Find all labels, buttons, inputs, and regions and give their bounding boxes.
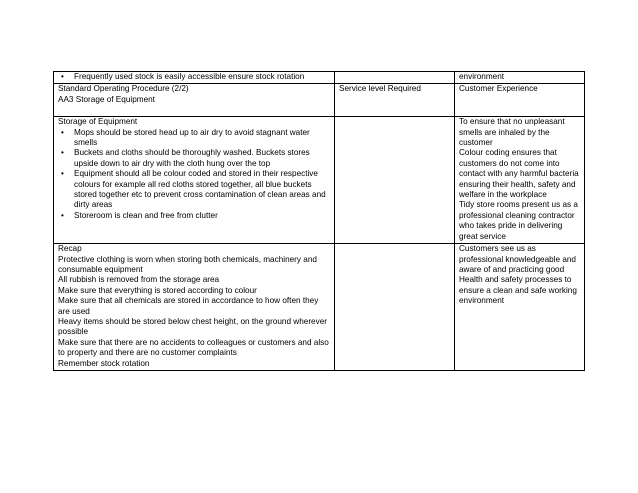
sop-table — [53, 71, 585, 371]
service-level-cell — [335, 244, 455, 371]
spacer — [58, 105, 331, 115]
sop-subtitle: AA3 Storage of Equipment — [58, 94, 155, 104]
table-header-row — [54, 84, 585, 117]
sop-title: Standard Operating Procedure (2/2) — [58, 84, 189, 94]
list-item: • Storeroom is clean and free from clutter — [58, 211, 331, 221]
procedure-cell — [54, 117, 335, 244]
list-item: • Buckets and cloths should be thoroughly washed. Buckets stores upside down to air dry with the cloth hung over the top — [58, 148, 331, 169]
section-heading: Storage of Equipment — [58, 117, 138, 127]
customer-experience-header: Customer Experience — [455, 84, 585, 117]
list-item: • Frequently used stock is easily accessible ensure stock rotation — [58, 72, 331, 82]
customer-experience-cell: Customers see us as professional knowledgeable and aware of and practicing good Health and safety processes to ensure a clean and safe working environment — [455, 244, 585, 371]
service-level-cell — [335, 72, 455, 84]
customer-experience-cell: environment — [455, 72, 585, 84]
service-level-cell — [335, 117, 455, 244]
procedure-title-cell — [54, 84, 335, 117]
table-row — [54, 244, 585, 371]
table-row — [54, 117, 585, 244]
list-item: • Equipment should all be colour coded and stored in their respective colours for example all red cloths stored together, all blue buckets stored together etc to prevent cross contamination of clean areas and dirty areas — [58, 169, 331, 211]
customer-experience-cell: To ensure that no unpleasant smells are inhaled by the customer Colour coding ensures that customers do not come into contact with any harmful bacteria ensuring their health, safety and welfare in the workplace Tidy store rooms present us as a professional cleaning contractor who takes pride in delivering great service — [455, 117, 585, 244]
bullet-list — [58, 128, 331, 222]
bullet-list — [58, 72, 331, 82]
spacer — [58, 221, 331, 233]
recap-cell: Recap Protective clothing is worn when storing both chemicals, machinery and consumable equipment All rubbish is removed from the storage area Make sure that everything is stored according to colour Make sure that all chemicals are stored in accordance to how often they are used Heavy items should be stored below chest height, on the ground wherever possible Make sure that there are no accidents to colleagues or customers and also to property and there are no customer complaints Remember stock rotation — [54, 244, 335, 371]
list-item: • Mops should be stored head up to air dry to avoid stagnant water smells — [58, 128, 331, 149]
service-level-header: Service level Required — [335, 84, 455, 117]
table-row — [54, 72, 585, 84]
procedure-cell — [54, 72, 335, 84]
